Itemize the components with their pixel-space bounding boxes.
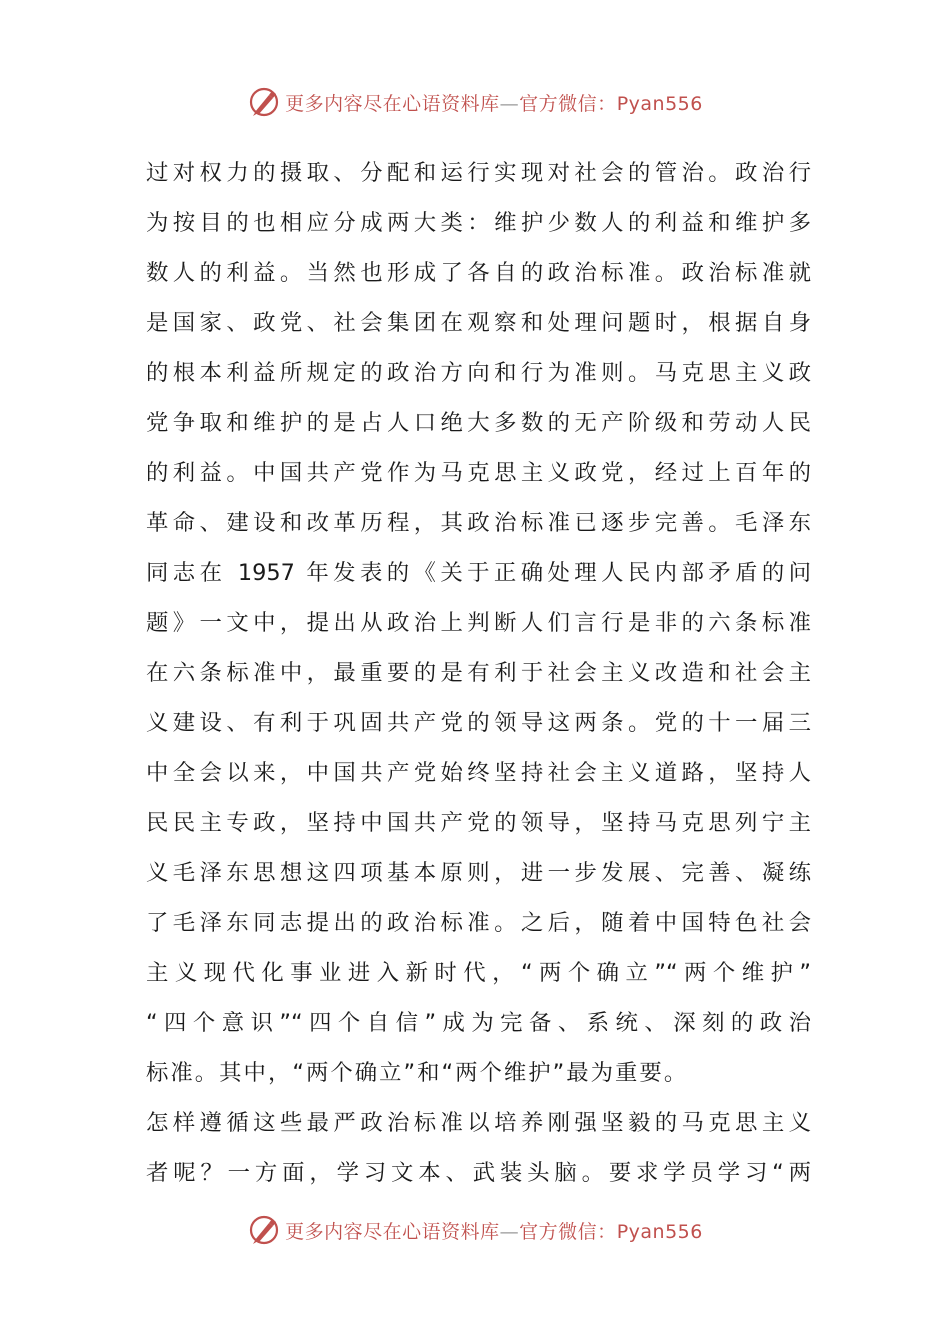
- text-line: 的根本利益所规定的政治方向和行为准则。马克思主义政: [146, 360, 811, 386]
- header-banner-content: [247, 85, 703, 119]
- separator: —: [499, 92, 520, 115]
- text-line: 数人的利益。当然也形成了各自的政治标准。政治标准就: [146, 260, 811, 286]
- document-body: [146, 148, 811, 1198]
- text-line: “四个意识”“四个自信”成为完备、系统、深刻的政治: [146, 1010, 811, 1036]
- text-line: 标准。其中，“两个确立”和“两个维护”最为重要。: [146, 1060, 689, 1086]
- wechat-label: 官方微信：: [519, 92, 617, 115]
- header-banner: [0, 80, 950, 124]
- separator: —: [499, 1220, 520, 1243]
- text-line: 过对权力的摄取、分配和运行实现对社会的管治。政治行: [146, 160, 811, 186]
- footer-banner-content: [247, 1213, 703, 1247]
- text-line: 党争取和维护的是占人口绝大多数的无产阶级和劳动人民: [146, 410, 811, 436]
- text-line: 主义现代化事业进入新时代，“两个确立”“两个维护”: [146, 960, 811, 986]
- pen-nib-logo-icon: [247, 85, 281, 119]
- header-banner-text: [285, 89, 703, 116]
- text-line: 的利益。中国共产党作为马克思主义政党，经过上百年的: [146, 460, 811, 486]
- site-name: 更多内容尽在心语资料库: [285, 92, 500, 115]
- text-line: 是国家、政党、社会集团在观察和处理问题时，根据自身: [146, 310, 811, 336]
- text-line: 中全会以来，中国共产党始终坚持社会主义道路，坚持人: [146, 760, 811, 786]
- wechat-id: Pyan556: [616, 92, 703, 115]
- footer-banner-text: [285, 1217, 703, 1244]
- text-line: 革命、建设和改革历程，其政治标准已逐步完善。毛泽东: [146, 510, 811, 536]
- text-line: 义建设、有利于巩固共产党的领导这两条。党的十一届三: [146, 710, 811, 736]
- text-line: 在六条标准中，最重要的是有利于社会主义改造和社会主: [146, 660, 811, 686]
- wechat-id: Pyan556: [616, 1220, 703, 1243]
- text-line: 义毛泽东思想这四项基本原则，进一步发展、完善、凝练: [146, 860, 811, 886]
- site-name: 更多内容尽在心语资料库: [285, 1220, 500, 1243]
- text-line: 民民主专政，坚持中国共产党的领导，坚持马克思列宁主: [146, 810, 811, 836]
- text-line: 者呢？一方面，学习文本、武装头脑。要求学员学习“两: [146, 1160, 811, 1186]
- text-line: 了毛泽东同志提出的政治标准。之后，随着中国特色社会: [146, 910, 811, 936]
- wechat-label: 官方微信：: [519, 1220, 617, 1243]
- pen-nib-logo-icon: [247, 1213, 281, 1247]
- text-line: 怎样遵循这些最严政治标准以培养刚强坚毅的马克思主义: [146, 1110, 811, 1136]
- footer-banner: [0, 1208, 950, 1252]
- text-line: 同志在 1957 年发表的《关于正确处理人民内部矛盾的问: [146, 560, 811, 586]
- text-line: 题》一文中，提出从政治上判断人们言行是非的六条标准: [146, 610, 811, 636]
- text-line: 为按目的也相应分成两大类：维护少数人的利益和维护多: [146, 210, 811, 236]
